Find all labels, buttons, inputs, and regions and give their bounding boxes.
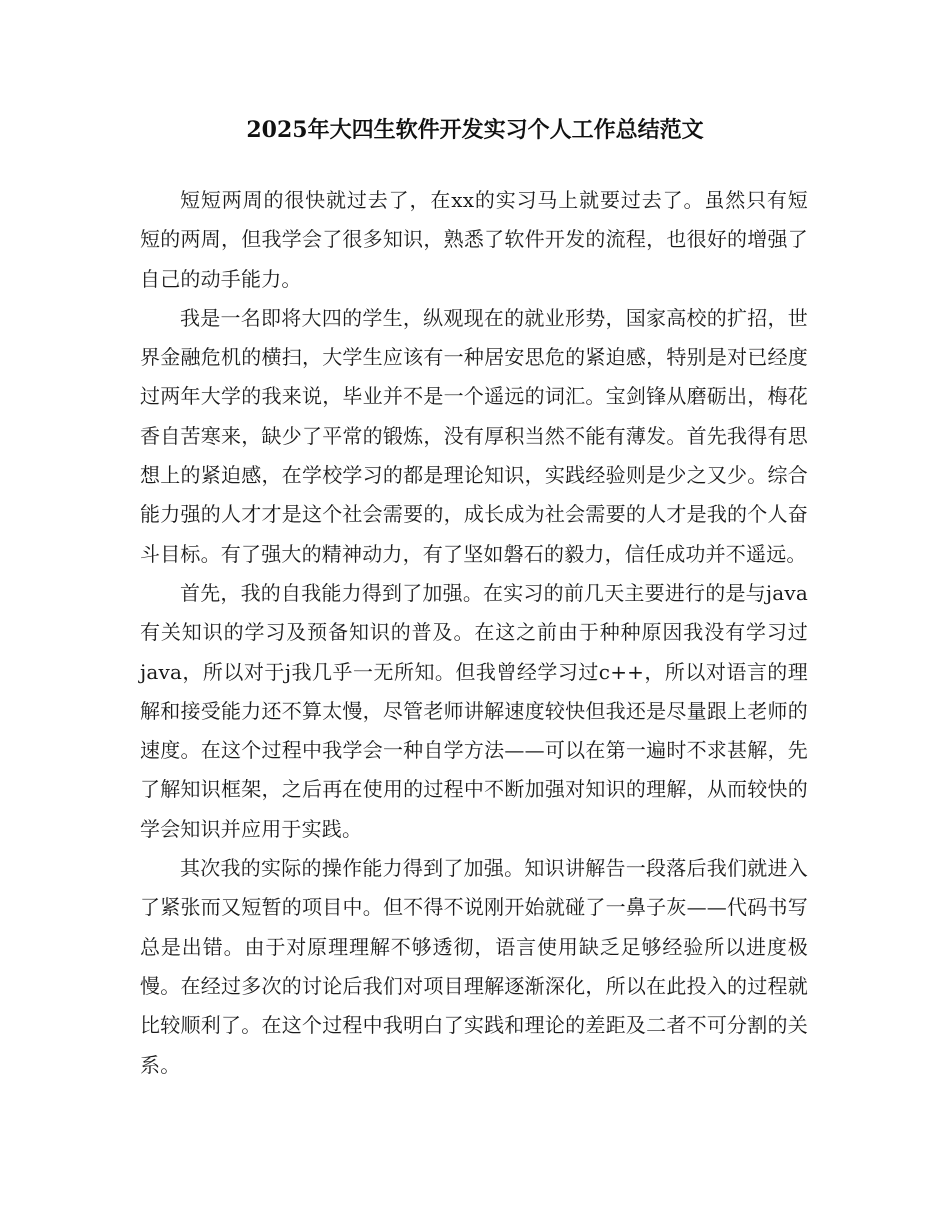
paragraph-2: 我是一名即将大四的学生，纵观现在的就业形势，国家高校的扩招，世界金融危机的横扫，大学生应该有一种居安思危的紧迫感，特别是对已经度过两年大学的我来说，毕业并不是一个遥远的词汇。宝剑锋从磨砺出，梅花香自苦寒来，缺少了平常的锻炼，没有厚积当然不能有薄发。首先我得有思想上的紧迫感，在学校学习的都是理论知识，实践经验则是少之又少。综合能力强的人才才是这个社会需要的，成长成为社会需要的人才是我的个人奋斗目标。有了强大的精神动力，有了坚如磐石的毅力，信任成功并不遥远。	[140, 305, 808, 566]
paragraph-4: 其次我的实际的操作能力得到了加强。知识讲解告一段落后我们就进入了紧张而又短暂的项目中。但不得不说刚开始就碰了一鼻子灰——代码书写总是出错。由于对原理理解不够透彻，语言使用缺乏足够经验所以进度极慢。在经过多次的讨论后我们对项目理解逐渐深化，所以在此投入的过程就比较顺利了。在这个过程中我明白了实践和理论的差距及二者不可分割的关系。	[140, 856, 808, 1077]
document-body	[140, 181, 808, 1085]
document-title: 2025年大四生软件开发实习个人工作总结范文	[246, 117, 704, 143]
paragraph-3: 首先，我的自我能力得到了加强。在实习的前几天主要进行的是与java有关知识的学习及预备知识的普及。在这之前由于种种原因我没有学习过java，所以对于j我几乎一无所知。但我曾经学习过c++，所以对语言的理解和接受能力还不算太慢，尽管老师讲解速度较快但我还是尽量跟上老师的速度。在这个过程中我学会一种自学方法——可以在第一遍时不求甚解，先了解知识框架，之后再在使用的过程中不断加强对知识的理解，从而较快的学会知识并应用于实践。	[140, 580, 808, 841]
paragraph-1: 短短两周的很快就过去了，在xx的实习马上就要过去了。虽然只有短短的两周，但我学会了很多知识，熟悉了软件开发的流程，也很好的增强了自己的动手能力。	[140, 188, 808, 291]
